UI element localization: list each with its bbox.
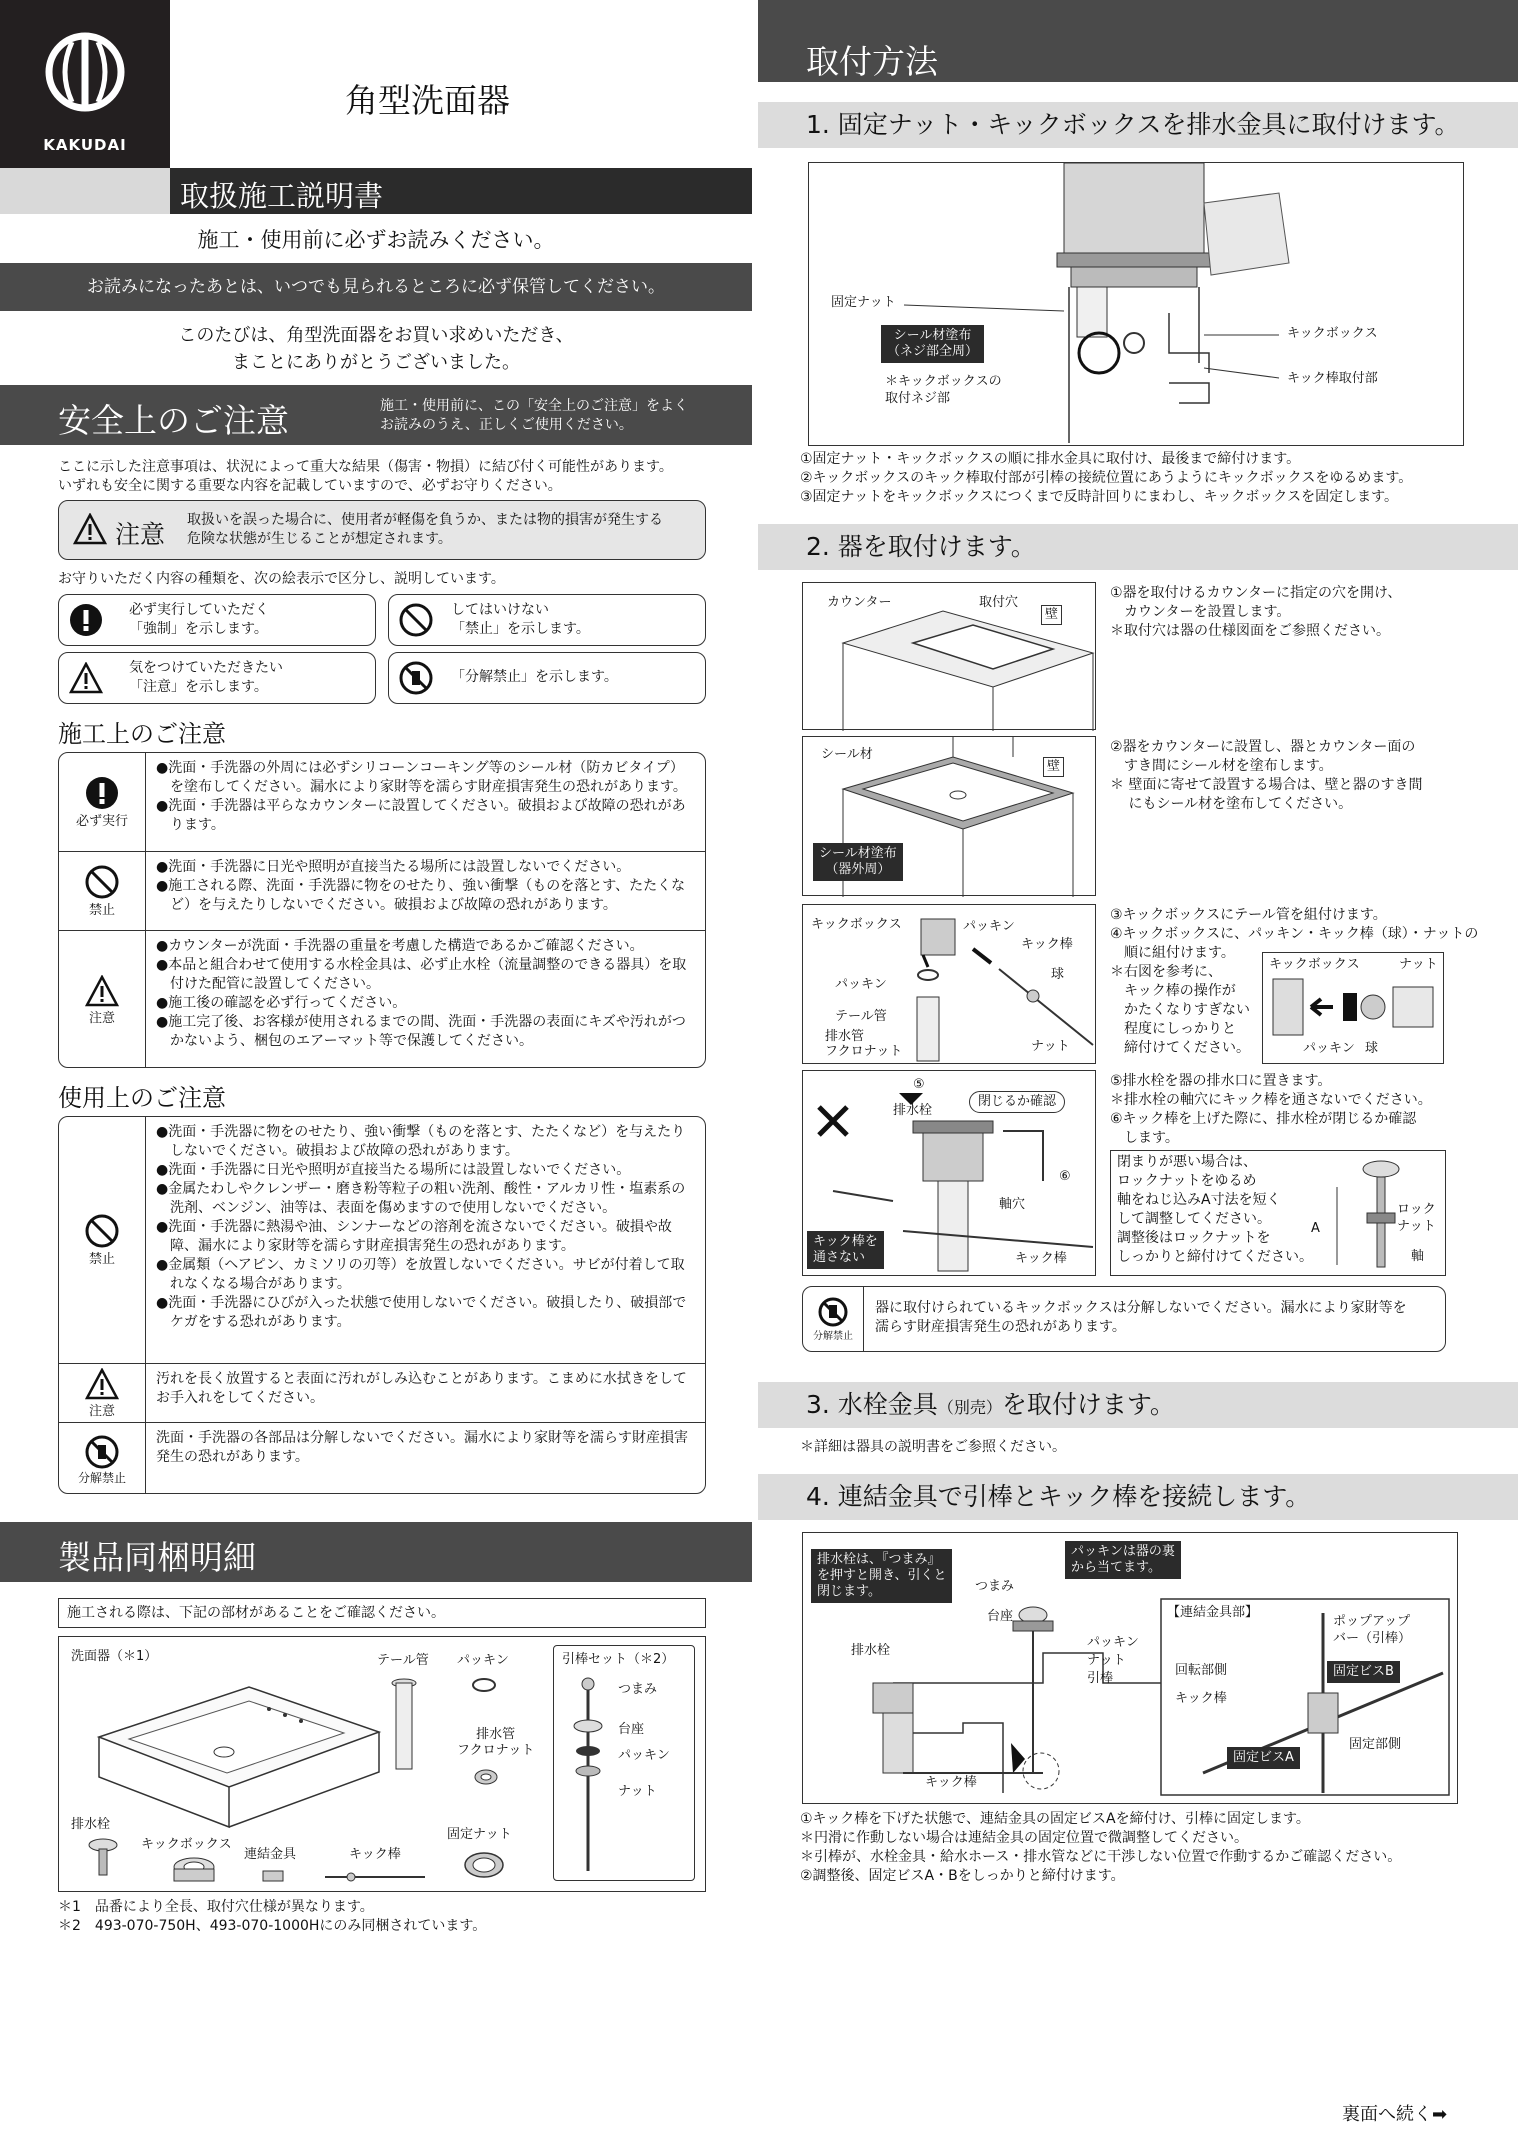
step2-adjust-box: 閉まりが悪い場合は、 ロックナットをゆるめ 軸をねじ込みA寸法を短く して調整してください。 調整後はロックナットを しっかりと締付けてください。 A ロック ナット 軸: [1110, 1150, 1446, 1276]
brand-name: KAKUDAI: [43, 136, 127, 154]
contents-intro: 施工される際は、下記の部材があることをご確認ください。: [58, 1598, 706, 1628]
thanks: このたびは、角型洗面器をお買い求めいただき、 まことにありがとうございました。: [178, 325, 574, 373]
step4-figure: 排水栓は、『つまみ』 を押すと開き、引くと 閉じます。 パッキンは器の裏 から当てます。 つまみ 台座 排水栓 パッキン ナット 引棒 キック棒 【連結金具部】 ポップアップ バー（引棒） 回転部側 キック棒 固定ビスB 固定ビスA 固定部側: [802, 1532, 1458, 1804]
safety-header: 安全上のご注意 施工・使用前に、この「安全上のご注意」をよく お読みのうえ、正しくご使用ください。: [0, 385, 752, 445]
method-title: 取付方法: [806, 42, 938, 81]
basin-illustration: [89, 1677, 389, 1837]
fix-nut-illustration: [461, 1847, 507, 1883]
doc-title: 角型洗面器: [345, 81, 510, 120]
read-before: 施工・使用前に必ずお読みください。: [197, 228, 555, 252]
step2-heading-bar: [758, 524, 1518, 570]
install-notes-title: 施工上のご注意: [58, 720, 226, 748]
mandatory-icon: [85, 776, 119, 810]
step2-figure-detail: キックボックス ナット パッキン 球: [1262, 952, 1444, 1064]
keep-notice: お読みになったあとは、いつでも見られるところに必ず保管してください。: [0, 263, 752, 311]
kick-rod-illustration: [321, 1871, 431, 1883]
tail-pipe-illustration: [389, 1677, 419, 1777]
caution-triangle-icon: [73, 513, 107, 545]
safety-subtitle: 施工・使用前に、この「安全上のご注意」をよく: [380, 398, 688, 414]
step2-figure-counter: カウンター 取付穴 壁: [802, 582, 1096, 730]
step2-text1: ①器を取付けるカウンターに指定の穴を開け、 カウンターを設置します。 ＊取付穴は器の仕様図面をご参照ください。: [1110, 585, 1402, 639]
caution-label: 注意: [115, 520, 166, 549]
usage-notes-table: 禁止 ●洗面・手洗器に物をのせたり、強い衝撃（ものを落とす、たたくなど）を与えたりしないでください。破損および故障の恐れがあります。 ●洗面・手洗器に日光や照明が直接当たる場所には設置しないでください。 ●金属たわしやクレンザー・磨き粉等粒子の粗い洗剤、酸性・アルカリ性・塩素系の洗剤、ベンジン、油等は、表面を傷めますので使用しないでください。 ●洗面・手洗器に熱湯や油、シンナーなどの溶剤を流さないでください。破損や故障、漏水により家財等を濡らす財産損害発生の恐れがあります。 ●金属類（ヘアピン、カミソリの刃等）を放置しないでください。サビが付着して取れなくなる場合があります。 ●洗面・手洗器にひびが入った状態で使用しないでください。破損したり、破損部でケガをする恐れがあります。 注意 汚れを長く放置すると表面に汚れがしみ込むことがあります。こまめに水拭きをしてお手入れをしてください。 分解禁止 洗面・手洗器の各部品は分解しないでください。漏水により家財等を濡らす財産損害発生の恐れがあります。: [58, 1116, 706, 1494]
no-disassembly-icon: [399, 661, 433, 695]
step4-heading-bar: [758, 1474, 1518, 1520]
arrow-right-icon: ➡: [1432, 2104, 1448, 2125]
caution-icon: [85, 1368, 119, 1400]
step1-heading: 1. 固定ナット・キックボックスを排水金具に取付けます。: [806, 110, 1460, 139]
step3-heading-bar: 3. 水栓金具（別売）を取付けます。: [758, 1382, 1518, 1428]
contents-header: [0, 1522, 752, 1582]
legend-intro: お守りいただく内容の種類を、次の絵表示で区分し、説明しています。: [58, 571, 505, 587]
step4-notes: ①キック棒を下げた状態で、連結金具の固定ビスAを締付け、引棒に固定します。 ＊円滑に作動しない場合は連結金具の固定位置で微調整してください。 ＊引棒が、水栓金具・給水ホース・排水管などに干渉しない位置で作動するかご確認ください。 ②調整後、固定ビスA・Bをしっかりと締付けます。: [800, 1811, 1402, 1884]
step2-text3: ③キックボックスにテール管を組付けます。 ④キックボックスに、パッキン・キック棒（球）・ナットの 順に組付けます。 ＊右図を参考に、 キック棒の操作が かたくなりすぎない 程度にしっかりと 締付けてください。: [1110, 907, 1479, 1056]
packing-illustration: [469, 1675, 499, 1695]
legend-prohibit: してはいけない 「禁止」を示します。: [388, 594, 706, 646]
step1-heading-bar: [758, 102, 1518, 148]
safety-title: 安全上のご注意: [58, 401, 289, 440]
step1-figure: 固定ナット シール材塗布 （ネジ部全周） ＊キックボックスの 取付ネジ部 キックボックス キック棒取付部: [808, 162, 1464, 446]
prohibit-icon: [85, 865, 119, 899]
legend-mandatory: 必ず実行していただく 「強制」を示します。: [58, 594, 376, 646]
contents-title: 製品同梱明細: [58, 1538, 256, 1577]
manual-title: 取扱施工説明書: [180, 179, 384, 213]
step4-heading: 4. 連結金具で引棒とキック棒を接続します。: [806, 1482, 1311, 1511]
kickbox-illustration: [169, 1855, 219, 1887]
contents-notes: ＊1 品番により全長、取付穴仕様が異なります。 ＊2 493-070-750H、493-070-1000Hにのみ同梱されています。: [58, 1899, 487, 1934]
kakudai-logo-icon: [0, 0, 170, 140]
step2-heading: 2. 器を取付けます。: [806, 532, 1036, 561]
step2-figure-plug: ⑤ 排水栓 閉じるか確認 ⑥ 軸穴 キック棒 キック棒を 通さない: [802, 1070, 1096, 1276]
safety-intro: ここに示した注意事項は、状況によって重大な結果（傷害・物損）に結び付く可能性があります。 いずれも安全に関する重要な内容を記載していますので、必ずお守りください。: [58, 459, 673, 494]
no-disassembly-icon: [85, 1435, 119, 1469]
step1-notes: ①固定ナット・キックボックスの順に排水金具に取付け、最後まで締付けます。 ②キックボックスのキック棒取付部が引棒の接続位置にあうようにキックボックスをゆるめます。 ③固定ナットをキックボックスにつくまで反時計回りにまわし、キックボックスを固定します。: [800, 451, 1413, 505]
usage-notes-title: 使用上のご注意: [58, 1084, 226, 1112]
step2-warning: 分解禁止 器に取付けられているキックボックスは分解しないでください。漏水により家財等を 濡らす財産損害発生の恐れがあります。: [802, 1286, 1446, 1352]
prohibit-icon: [399, 603, 433, 637]
step2-figure-seal: シール材 壁 シール材塗布 （器外周）: [802, 736, 1096, 896]
step2-text4: ⑤排水栓を器の排水口に置きます。 ＊排水栓の軸穴にキック棒を通さないでください。 ⑥キック棒を上げた際に、排水栓が閉じるか確認 します。: [1110, 1073, 1432, 1146]
caution-icon: [85, 975, 119, 1007]
bag-nut-illustration: [471, 1765, 501, 1789]
step2-figure-assembly: キックボックス パッキン キック棒 球 パッキン テール管 排水管 フクロナット ナット: [802, 904, 1096, 1064]
step3-heading: 3. 水栓金具: [806, 1390, 938, 1419]
pull-rod-illustration: [568, 1676, 608, 1876]
step3-note: ＊詳細は器具の説明書をご参照ください。: [800, 1439, 1066, 1455]
continue-link[interactable]: 裏面へ続く➡: [1342, 2104, 1448, 2125]
no-disassembly-icon: [818, 1297, 848, 1327]
caution-box: 注意 取扱いを誤った場合に、使用者が軽傷を負うか、または物的損害が発生する 危険な状態が生じることが想定されます。: [58, 500, 706, 560]
install-notes-table: 必ず実行 ●洗面・手洗器の外周には必ずシリコーンコーキング等のシール材（防カビタイプ）を塗布してください。漏水により家財等を濡らす財産損害発生の恐れがあります。 ●洗面・手洗器は平らなカウンターに設置してください。破損および故障の恐れがあります。 禁止 ●洗面・手洗器に日光や照明が直接当たる場所には設置しないでください。 ●施工される際、洗面・手洗器に物をのせたり、強い衝撃（ものを落とす、たたくなど）を与えたりしないでください。破損および故障の恐れがあります。 注意 ●カウンターが洗面・手洗器の重量を考慮した構造であるかご確認ください。 ●本品と組合わせて使用する水栓金具は、必ず止水栓（流量調整のできる器具）を取付けた配管に設置してください。 ●施工後の確認を必ず行ってください。 ●施工完了後、お客様が使用されるまでの間、洗面・手洗器の表面にキズや汚れがつかないよう、梱包のエアーマット等で保護してください。: [58, 752, 706, 1068]
mandatory-icon: [69, 603, 103, 637]
pull-set-box: 引棒セット（＊2） つまみ 台座 パッキン ナット: [553, 1645, 695, 1881]
connector-illustration: [259, 1867, 289, 1887]
prohibit-icon: [85, 1214, 119, 1248]
step2-text2: ②器をカウンターに設置し、器とカウンター面の すき間にシール材を塗布します。 ＊ 壁面に寄せて設置する場合は、壁と器のすき間 にもシール材を塗布してください。: [1110, 739, 1423, 812]
contents-figure: 洗面器（＊1） 排水栓 キックボックス 連結金具 キック棒 テール管 パッキン 排水管 フクロナット 固定ナット 引棒セット（＊2） つまみ 台座 パッキン ナット: [58, 1636, 706, 1892]
legend-caution: 気をつけていただきたい 「注意」を示します。: [58, 652, 376, 704]
brand-logo: [0, 0, 170, 170]
legend-disassembly: 「分解禁止」を示します。: [388, 652, 706, 704]
method-header: [758, 0, 1518, 82]
caution-icon: [69, 662, 103, 694]
drain-plug-illustration: [83, 1837, 123, 1881]
manual-title-bar: [0, 168, 752, 214]
